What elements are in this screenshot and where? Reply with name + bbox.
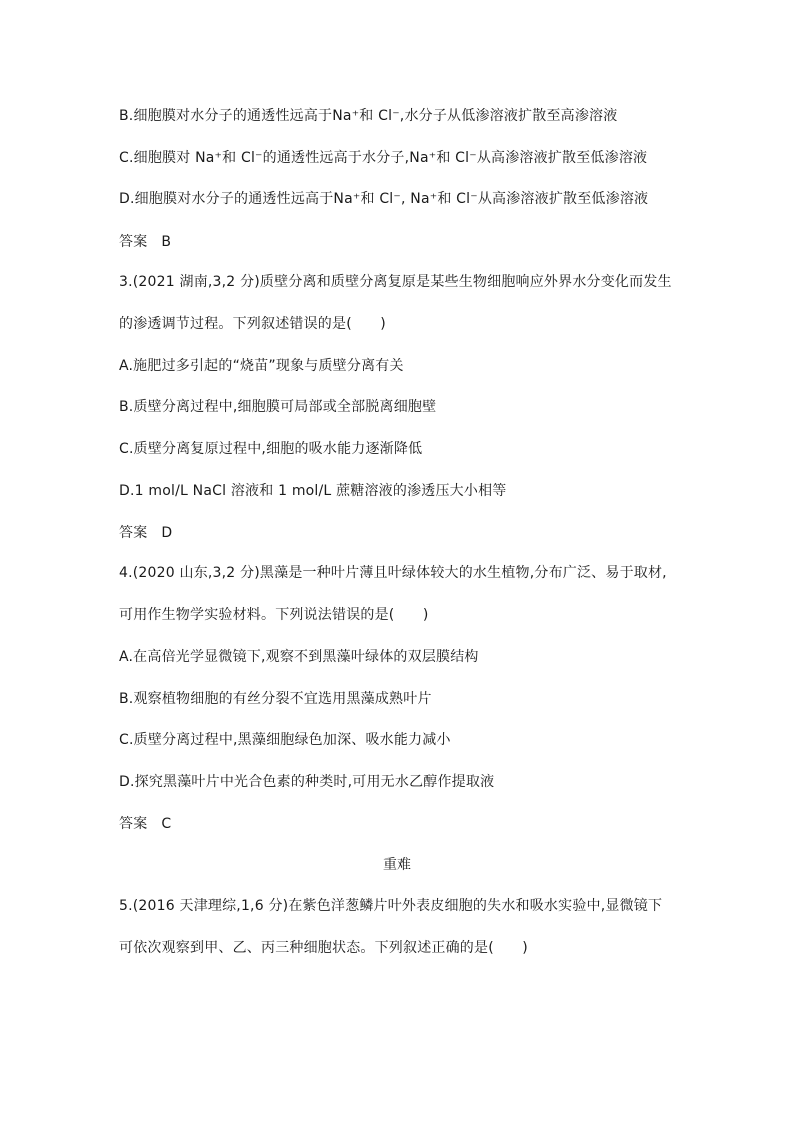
q4-option-d: D.探究黑藻叶片中光合色素的种类时,可用无水乙醇作提取液 xyxy=(119,774,495,790)
answer-value: B xyxy=(161,234,172,250)
answer-label: 答案 xyxy=(119,525,148,541)
answer-label: 答案 xyxy=(119,234,148,250)
q3-stem-line-2: 的渗透调节过程。下列叙述错误的是( ) xyxy=(119,316,386,332)
q3-option-c: C.质壁分离复原过程中,细胞的吸水能力逐渐降低 xyxy=(119,441,423,457)
answer-label: 答案 xyxy=(119,816,148,832)
answer-value: D xyxy=(161,525,173,541)
answer-value: C xyxy=(161,816,172,832)
q5-stem-line-2: 可依次观察到甲、乙、丙三种细胞状态。下列叙述正确的是( ) xyxy=(119,940,528,956)
q4-option-b: B.观察植物细胞的有丝分裂不宜选用黑藻成熟叶片 xyxy=(119,691,432,707)
q3-answer xyxy=(119,523,172,543)
q4-option-c: C.质壁分离过程中,黑藻细胞绿色加深、吸水能力减小 xyxy=(119,732,451,748)
q2-option-b: B.细胞膜对水分子的通透性远高于Na⁺和 Cl⁻,水分子从低渗溶液扩散至高渗溶液 xyxy=(119,108,618,124)
q3-option-a: A.施肥过多引起的“烧苗”现象与质壁分离有关 xyxy=(119,358,404,374)
q3-stem-line-1: 3.(2021 湖南,3,2 分)质壁分离和质壁分离复原是某些生物细胞响应外界水分变化而发生 xyxy=(119,274,672,290)
q3-option-b: B.质壁分离过程中,细胞膜可局部或全部脱离细胞壁 xyxy=(119,399,437,415)
q4-stem-line-1: 4.(2020 山东,3,2 分)黑藻是一种叶片薄且叶绿体较大的水生植物,分布广泛、易于取材, xyxy=(119,565,667,581)
q2-option-d: D.细胞膜对水分子的通透性远高于Na⁺和 Cl⁻, Na⁺和 Cl⁻从高渗溶液扩散至低渗溶液 xyxy=(119,191,649,207)
section-title: 重难 xyxy=(383,857,411,873)
q4-answer xyxy=(119,814,171,834)
q4-option-a: A.在高倍光学显微镜下,观察不到黑藻叶绿体的双层膜结构 xyxy=(119,649,479,665)
q2-answer xyxy=(119,232,171,252)
q4-stem-line-2: 可用作生物学实验材料。下列说法错误的是( ) xyxy=(119,607,429,623)
q2-option-c: C.细胞膜对 Na⁺和 Cl⁻的通透性远高于水分子,Na⁺和 Cl⁻从高渗溶液扩散至低渗溶液 xyxy=(119,150,648,166)
q3-option-d: D.1 mol/L NaCl 溶液和 1 mol/L 蔗糖溶液的渗透压大小相等 xyxy=(119,483,507,499)
q5-stem-line-1: 5.(2016 天津理综,1,6 分)在紫色洋葱鳞片叶外表皮细胞的失水和吸水实验中,显微镜下 xyxy=(119,898,663,914)
